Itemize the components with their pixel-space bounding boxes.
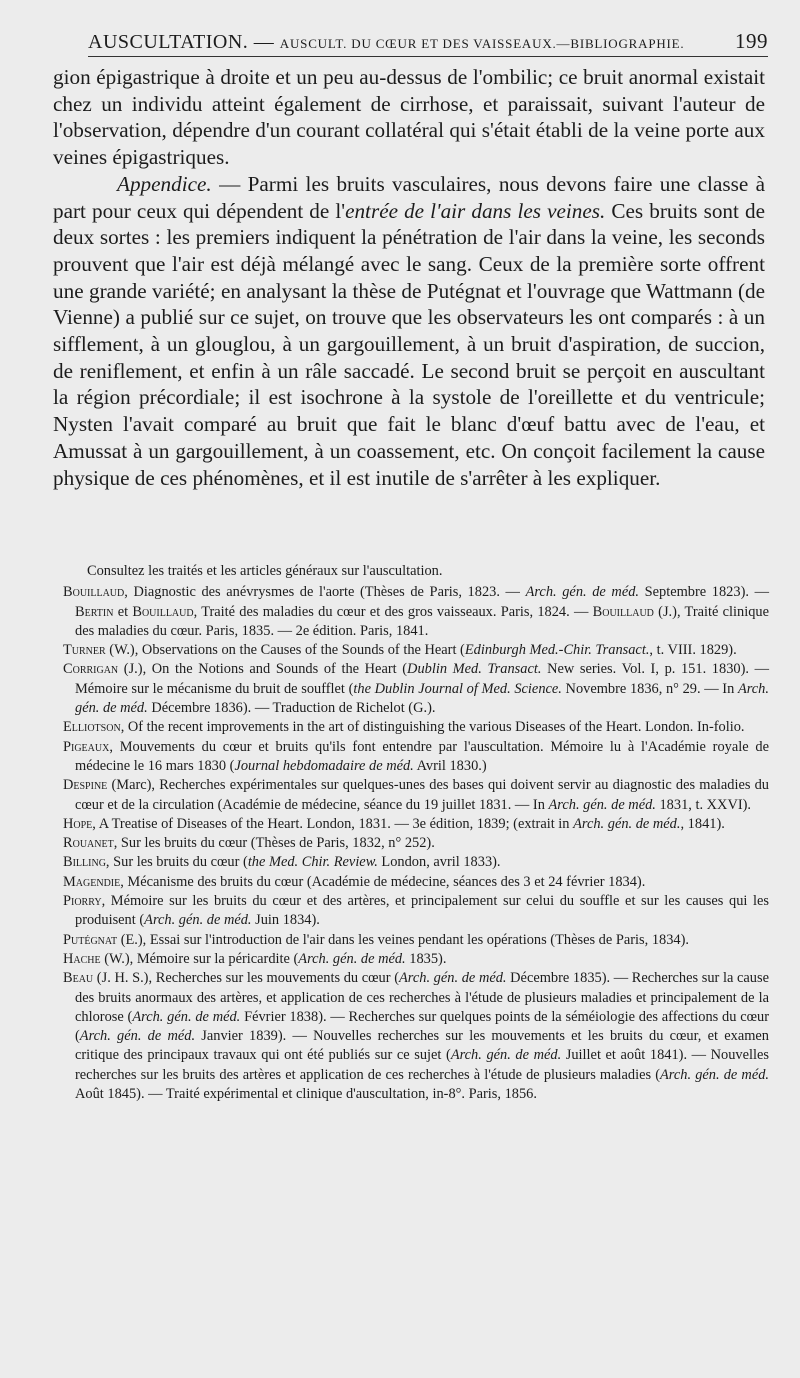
author-name: Bouillaud <box>132 603 194 620</box>
text-span: Novembre 1836, n° 29. — In <box>561 680 738 697</box>
paragraph-continuation: gion épigastrique à droite et un peu au-dessus de l'ombilic; ce bruit anormal existait chez un individu atteint également de cirrhose, et paraissait, suivant l'auteur de l'observation, dépendre d'un courant collatéral qui s'était établi de la veine porte aux veines épigastriques. <box>53 65 765 170</box>
journal-title: the Med. Chir. Review. <box>247 854 378 871</box>
text-span: (J.), On the Notions and Sounds of the Heart ( <box>118 661 408 678</box>
author-name: Turner <box>63 642 106 659</box>
author-name: Hache <box>63 950 101 967</box>
text-span: Décembre 1835). — Recherches sur la cause des bruits anormaux des artères, et application de ces recherches à l'étude de plusieurs maladies et principalement de la chlorose ( <box>75 970 769 1025</box>
text-span: New series. Vol. I, p. 151. 1830). — Mémoire sur le mécanisme du bruit de soufflet ( <box>75 661 769 697</box>
text-span: London, avril 1833). <box>377 854 501 871</box>
text-span: , Mémoire sur les bruits du cœur et des artères, et principalement sur celui du souffle et sur les causes qui les produisent ( <box>75 893 769 929</box>
journal-title: Arch. gén. de méd. <box>144 912 252 929</box>
text-span: , Mouvements du cœur et bruits qu'ils font entendre par l'auscultation. Mémoire lu à l'Académie royale de médecine le 16 mars 1830 ( <box>75 738 769 774</box>
author-name: Corrigan <box>63 661 119 678</box>
author-name: Rouanet <box>63 835 114 852</box>
text-span: (E.), Essai sur l'introduction de l'air dans les veines pendant les opérations (Thèses de Paris, 1834). <box>117 931 689 948</box>
bibliography <box>63 562 769 1104</box>
author-name: Putégnat <box>63 931 118 948</box>
author-name: Despine <box>63 777 108 794</box>
running-head-main: AUSCULTATION. — <box>88 31 275 53</box>
bibliography-entry <box>63 583 769 641</box>
bibliography-entry <box>63 969 769 1104</box>
text-span: Décembre 1836). — Traduction de Richelot (G.). <box>147 700 436 717</box>
page-number: 199 <box>735 29 768 53</box>
bibliography-intro: Consultez les traités et les articles généraux sur l'auscultation. <box>87 563 443 579</box>
text-span: (J.), Traité clinique des maladies du cœur. Paris, 1835. — 2e édition. Paris, 1841. <box>75 603 769 639</box>
author-name: Hope <box>63 815 93 832</box>
journal-title: Arch. gén. de méd. <box>548 796 656 813</box>
journal-title: Arch. gén. de méd. <box>298 950 406 967</box>
text-span: Avril 1830.) <box>413 757 487 774</box>
running-head-sub: AUSCULT. DU CŒUR ET DES VAISSEAUX.—BIBLIOGRAPHIE. <box>279 36 685 51</box>
author-name: Bouillaud <box>63 584 125 601</box>
author-name: Elliotson <box>63 719 121 736</box>
text-span: 1835). <box>405 950 447 967</box>
bibliography-entry <box>63 853 769 872</box>
journal-title: Arch. gén. de méd. <box>450 1047 562 1064</box>
bibliography-entry <box>63 738 769 777</box>
running-head <box>88 31 684 54</box>
text-span: Juin 1834). <box>251 912 320 929</box>
bibliography-entry <box>63 815 769 834</box>
journal-title: Arch. gén. de méd. <box>75 680 769 717</box>
bibliography-entry <box>63 950 769 969</box>
bibliography-entry <box>63 931 769 950</box>
author-name: Piorry <box>63 893 102 910</box>
journal-title: Arch. gén. de méd. <box>132 1008 241 1025</box>
bibliography-entry <box>63 718 769 737</box>
journal-title: Arch. gén. de méd. <box>573 815 681 832</box>
author-name: Pigeaux <box>63 738 110 755</box>
text-span: Janvier 1839). — Nouvelles recherches sur les mouvements et les bruits du cœur, et examen critique des principaux travaux qui ont été publiés sur ce sujet ( <box>75 1028 769 1064</box>
author-name: Magendie <box>63 873 121 890</box>
text-span: (W.), Mémoire sur la péricardite ( <box>100 950 299 967</box>
bibliography-entry <box>63 660 769 718</box>
text-span: (W.), Observations on the Causes of the Sounds of the Heart ( <box>105 642 465 659</box>
text-span: (J. H. S.), Recherches sur les mouvements du cœur ( <box>93 970 399 987</box>
text-span: (Marc), Recherches expérimentales sur quelques-unes des bases qui doivent servir au diagnostic des maladies du cœur et de la circulation (Académie de médecine, séance du 19 juillet 1831. — In <box>75 777 769 813</box>
text-span: , Diagnostic des anévrysmes de l'aorte (Thèses de Paris, 1823. — <box>124 584 526 601</box>
author-name: Beau <box>63 970 94 987</box>
author-name: Bouillaud <box>592 603 654 620</box>
text-span: , Of the recent improvements in the art of distinguishing the various Diseases of the Heart. London. In-folio. <box>120 719 745 736</box>
journal-title: Arch. gén. de méd. <box>399 970 507 987</box>
author-name: Billing <box>63 854 106 871</box>
author-name: Bertin <box>75 603 114 620</box>
bibliography-entry <box>63 776 769 815</box>
text-span: , A Treatise of Diseases of the Heart. London, 1831. — 3e édition, 1839; (extrait in <box>92 815 574 832</box>
journal-title: Edinburgh Med.-Chir. Transact. <box>464 642 650 659</box>
text-span: , Sur les bruits du cœur (Thèses de Paris, 1832, n° 252). <box>113 835 435 852</box>
emphasis-entree-air: entrée de l'air dans les veines. <box>345 198 606 223</box>
paragraph-appendice <box>53 171 765 491</box>
text-span: , t. VIII. 1829). <box>649 642 737 659</box>
main-text <box>53 64 765 491</box>
text-span: , Traité des maladies du cœur et des gros vaisseaux. Paris, 1824. — <box>193 603 593 620</box>
text-span: Février 1838). — Recherches sur quelques points de la séméiologie des affections du cœur ( <box>75 1008 769 1045</box>
text-span: et <box>113 603 133 620</box>
journal-title: Arch. gén. de méd. <box>660 1066 769 1083</box>
text-span: 1831, t. XXVI). <box>655 796 752 813</box>
text-span: , 1841). <box>680 815 725 832</box>
bibliography-entry <box>63 641 769 660</box>
journal-title: Arch. gén. de méd. <box>79 1028 196 1045</box>
running-header <box>88 28 768 57</box>
text-span: Ces bruits sont de deux sortes : les premiers indiquent la pénétration de l'air dans la veine, les seconds prouvent que l'air est déjà mélangé avec le sang. Ceux de la première sorte offrent une grande variété; en analysant la thèse de Putégnat et l'ouvrage que Wattmann (de Vienne) a publié sur ce sujet, on trouve que les observateurs les ont comparés : à un sifflement, à un glouglou, à un gargouillement, à un bruit d'aspiration, de succion, de reniflement, et enfin à un râle saccadé. Le second bruit se perçoit en auscultant la région précordiale; il est isochrone à la systole de l'oreillette et du ventricule; Nysten l'avait comparé au bruit que fait le blanc d'œuf battu avec de l'eau, et Amussat à un gargouillement, à un coassement, etc. On conçoit facilement la cause physique de ces phénomènes, et il est inutile de s'arrêter à les expliquer. <box>53 198 765 490</box>
journal-title: Arch. gén. de méd. <box>525 584 640 601</box>
text-span: — Parmi les bruits vasculaires, nous devons faire une classe à part pour ceux qui dépendent de l' <box>53 171 765 223</box>
appendice-label: Appendice. <box>117 171 212 196</box>
text-span: Septembre 1823). — <box>639 584 769 601</box>
bibliography-entry <box>63 873 769 892</box>
bibliography-entry <box>63 834 769 853</box>
journal-title: Journal hebdomadaire de méd. <box>234 757 414 774</box>
journal-title: the Dublin Journal of Med. Science. <box>353 680 562 697</box>
text-span: , Mécanisme des bruits du cœur (Académie de médecine, séances des 3 et 24 février 1834). <box>120 873 646 890</box>
text-span: Août 1845). — Traité expérimental et clinique d'auscultation, in-8°. Paris, 1856. <box>75 1086 537 1103</box>
text-span: , Sur les bruits du cœur ( <box>105 854 248 871</box>
text-span: Juillet et août 1841). — Nouvelles recherches sur les bruits des artères et application de ces recherches à l'étude de plusieurs maladies ( <box>75 1047 769 1083</box>
bibliography-entry <box>63 892 769 931</box>
journal-title: Dublin Med. Transact. <box>407 661 542 678</box>
